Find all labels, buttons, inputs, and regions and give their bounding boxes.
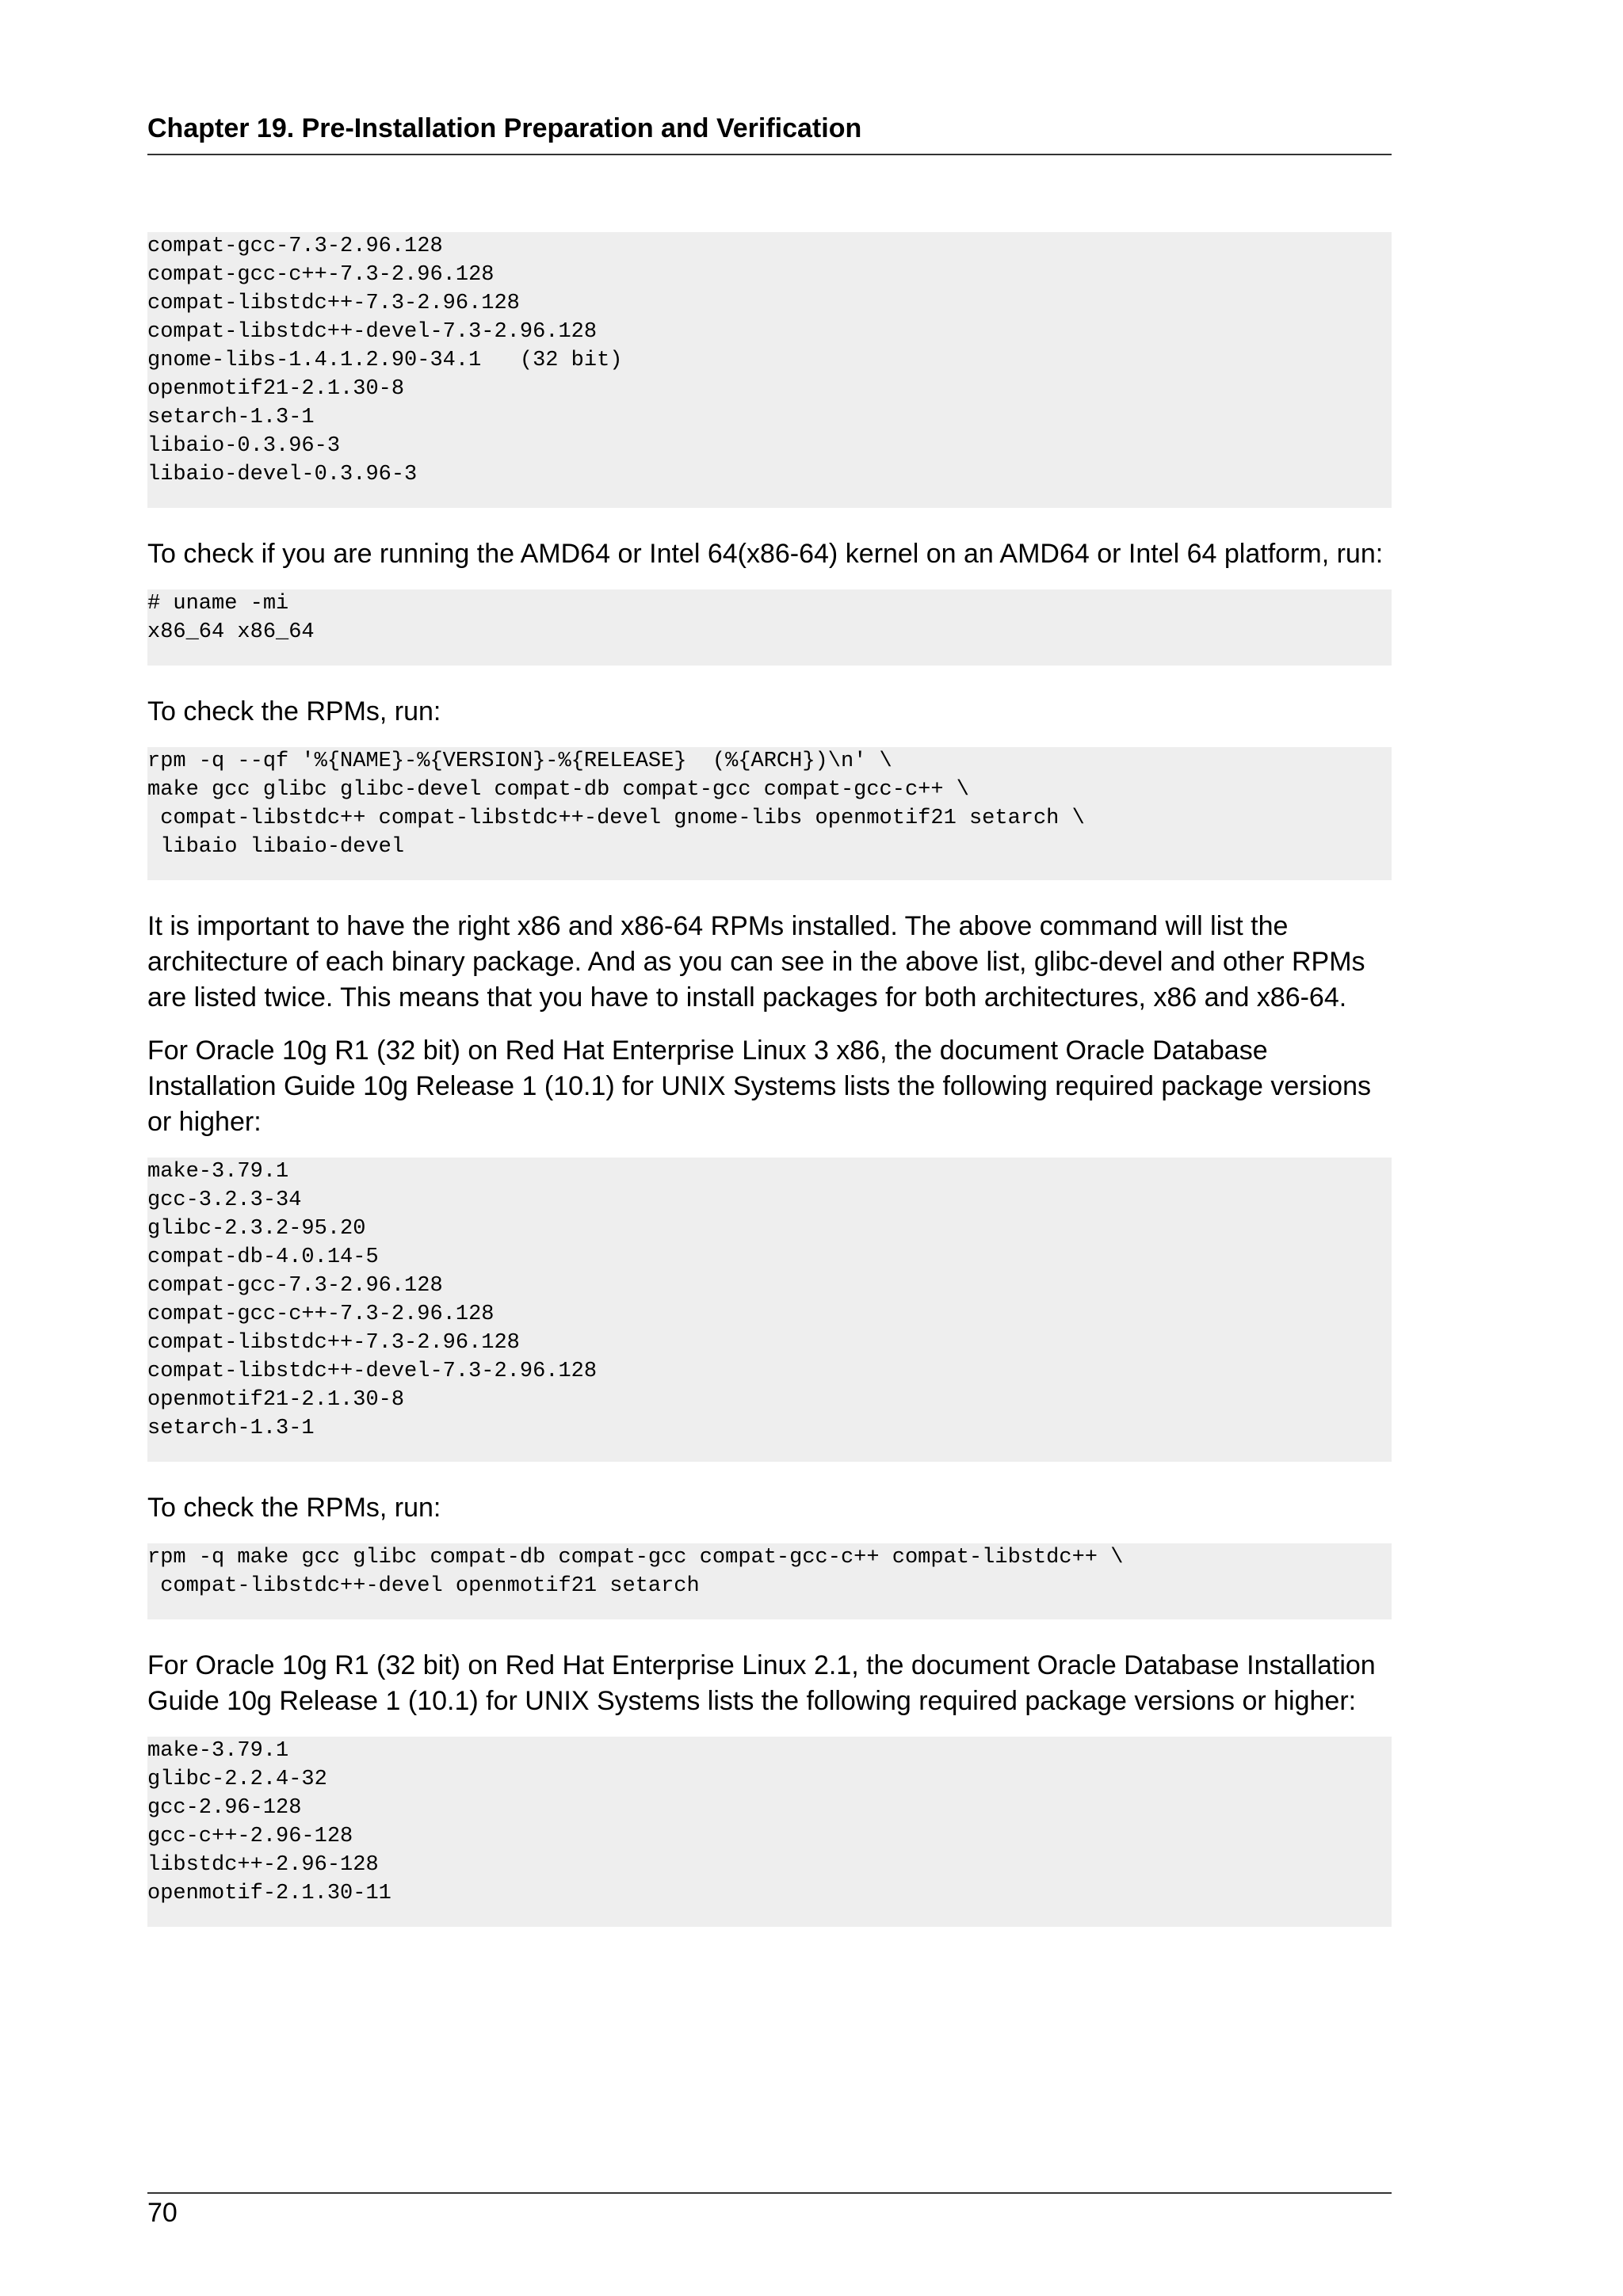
footer-divider bbox=[147, 2192, 1392, 2194]
paragraph-architecture-note: It is important to have the right x86 and x86-64 RPMs installed. The above command will list the architecture of each binary package. And as you can see in the above list, glibc-devel and other RPMs are listed twice. This means that you have to install packages for both architectures, x86 and x86-64. bbox=[147, 911, 1365, 1013]
code-block-package-list-x86-64: compat-gcc-7.3-2.96.128 compat-gcc-c++-7.3-2.96.128 compat-libstdc++-7.3-2.96.128 compat-libstdc++-devel-7.3-2.96.128 gnome-libs-1.4.1.2.90-34.1 (32 bit) openmotif21-2.1.30-8 setarch-1.3-1 libaio-0.3.96-3 libaio-devel-0.3.96-3 bbox=[147, 232, 1392, 508]
code-block-uname: # uname -mi x86_64 x86_64 bbox=[147, 589, 1392, 666]
chapter-title: Chapter 19. Pre-Installation Preparation and Verification bbox=[147, 113, 862, 143]
paragraph-check-rpms-rhel3: To check the RPMs, run: bbox=[147, 1493, 441, 1523]
paragraph-check-kernel: To check if you are running the AMD64 or Intel 64(x86-64) kernel on an AMD64 or Intel 64 platform, run: bbox=[147, 539, 1384, 569]
paragraph-rhel21-requirements: For Oracle 10g R1 (32 bit) on Red Hat Enterprise Linux 2.1, the document Oracle Database Installation Guide 10g Release 1 (10.1) for UNIX Systems lists the following required package versions or higher: bbox=[147, 1650, 1376, 1716]
paragraph-rhel3-requirements: For Oracle 10g R1 (32 bit) on Red Hat Enterprise Linux 3 x86, the document Oracle Database Installation Guide 10g Release 1 (10.1) for UNIX Systems lists the following required package versions or higher: bbox=[147, 1035, 1371, 1137]
page-number: 70 bbox=[147, 2198, 178, 2228]
code-block-rpm-query-rhel3: rpm -q make gcc glibc compat-db compat-gcc compat-gcc-c++ compat-libstdc++ \ compat-libstdc++-devel openmotif21 setarch bbox=[147, 1543, 1392, 1619]
page-content bbox=[147, 232, 1392, 1955]
paragraph-check-rpms: To check the RPMs, run: bbox=[147, 696, 441, 727]
code-block-rpm-query-arch: rpm -q --qf '%{NAME}-%{VERSION}-%{RELEASE} (%{ARCH})\n' \ make gcc glibc glibc-devel compat-db compat-gcc compat-gcc-c++ \ compat-libstdc++ compat-libstdc++-devel gnome-libs openmotif21 setarch \ libaio libaio-devel bbox=[147, 747, 1392, 880]
document-page bbox=[147, 0, 1392, 2296]
code-block-package-list-rhel21: make-3.79.1 glibc-2.2.4-32 gcc-2.96-128 gcc-c++-2.96-128 libstdc++-2.96-128 openmotif-2.1.30-11 bbox=[147, 1737, 1392, 1927]
code-block-package-list-rhel3: make-3.79.1 gcc-3.2.3-34 glibc-2.3.2-95.20 compat-db-4.0.14-5 compat-gcc-7.3-2.96.128 compat-gcc-c++-7.3-2.96.128 compat-libstdc++-7.3-2.96.128 compat-libstdc++-devel-7.3-2.96.128 openmotif21-2.1.30-8 setarch-1.3-1 bbox=[147, 1158, 1392, 1462]
running-header bbox=[147, 113, 1392, 155]
